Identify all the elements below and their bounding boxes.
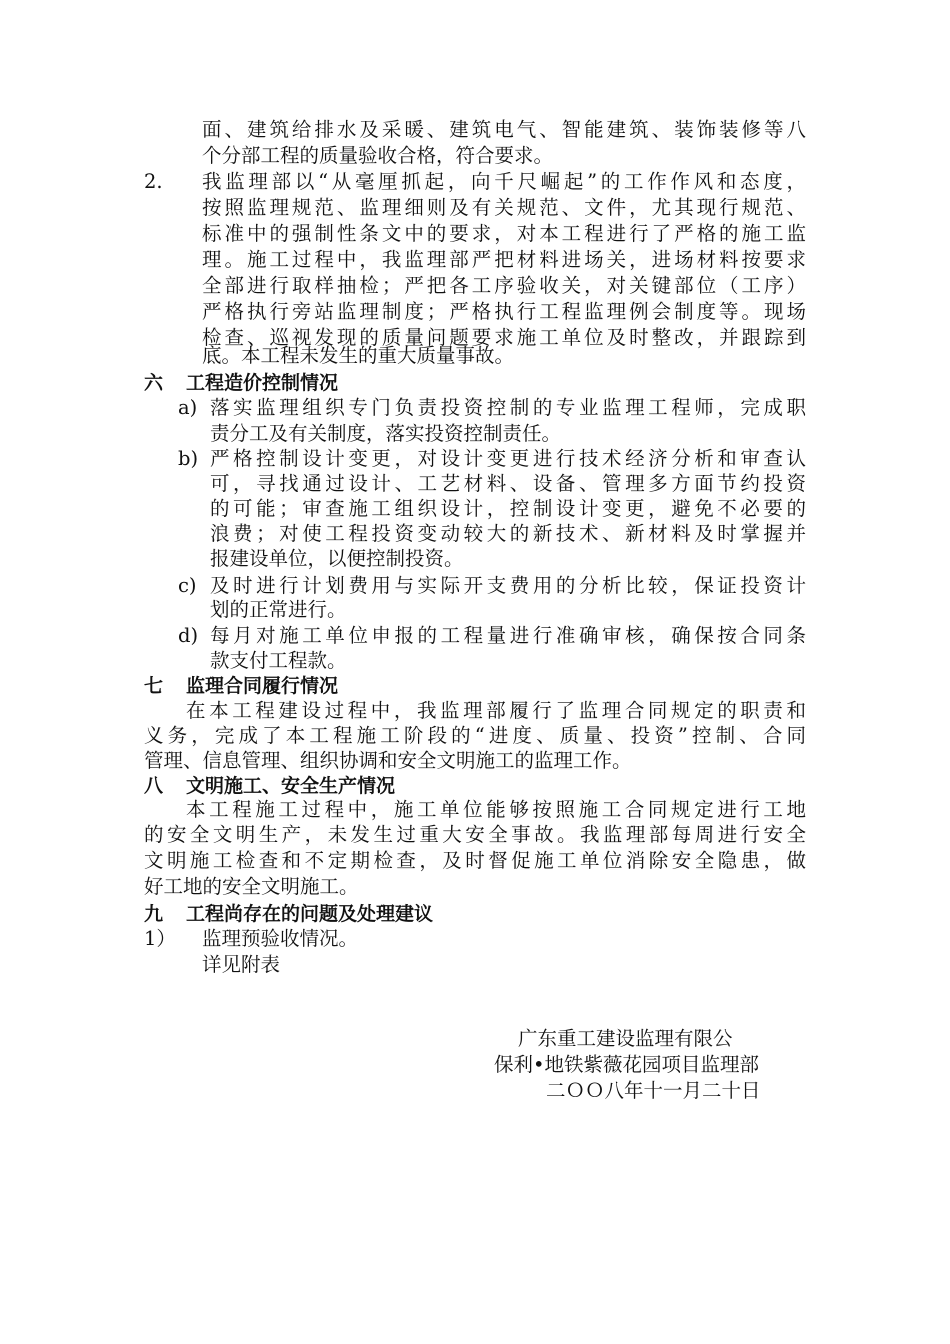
item2-line-8: 底。本工程未发生的重大质量事故。	[202, 344, 515, 367]
section8-line-4: 好工地的安全文明施工。	[144, 875, 359, 898]
section6-item-b-line-3: 的可能；审查施工组织设计，控制设计变更，避免不必要的	[210, 497, 806, 520]
item2-line-2: 按照监理规范、监理细则及有关规范、文件，尤其现行规范、	[202, 196, 806, 219]
section6-item-c-marker: c)	[178, 574, 197, 597]
section7-title: 监理合同履行情况	[186, 675, 339, 697]
section7-line-2: 义务，完成了本工程施工阶段的“进度、质量、投资”控制、合同	[144, 724, 806, 747]
section8-number: 八	[144, 775, 164, 797]
section6-item-b-line-4: 浪费；对使工程投资变动较大的新技术、新材料及时掌握并	[210, 522, 806, 545]
section6-item-c-line-1: 及时进行计划费用与实际开支费用的分析比较，保证投资计	[210, 574, 806, 597]
item2-number: 2.	[144, 170, 163, 193]
section9-item-1-marker: 1）	[144, 927, 176, 950]
item2-line-5: 全部进行取样抽检；严把各工序验收关，对关键部位（工序）	[202, 274, 806, 297]
section6-item-d-marker: d)	[178, 624, 199, 647]
section6-item-b-line-2: 可，寻找通过设计、工艺材料、设备、管理多方面节约投资	[210, 472, 806, 495]
section7-heading	[144, 673, 338, 699]
section6-item-a-line-1: 落实监理组织专门负责投资控制的专业监理工程师，完成职	[210, 396, 806, 419]
item2-line-3: 标准中的强制性条文中的要求，对本工程进行了严格的施工监	[202, 222, 806, 245]
section6-heading	[144, 370, 338, 396]
section9-number: 九	[144, 903, 164, 925]
section6-item-b-marker: b)	[178, 447, 199, 470]
section7-line-3: 管理、信息管理、组织协调和安全文明施工的监理工作。	[144, 749, 632, 772]
section6-item-d-line-1: 每月对施工单位申报的工程量进行准确审核，确保按合同条	[210, 624, 806, 647]
section6-title: 工程造价控制情况	[186, 372, 339, 394]
section6-item-a-line-2: 责分工及有关制度，落实投资控制责任。	[210, 422, 562, 445]
section8-line-1: 本工程施工过程中，施工单位能够按照施工合同规定进行工地	[186, 798, 806, 821]
signature-company: 广东重工建设监理有限公	[518, 1027, 733, 1050]
section6-item-d-line-2: 款支付工程款。	[210, 649, 347, 672]
signature-department: 保利•地铁紫薇花园项目监理部	[494, 1053, 760, 1076]
item1-line-1: 面、建筑给排水及采暖、建筑电气、智能建筑、装饰装修等八	[202, 118, 806, 141]
section6-number: 六	[144, 372, 164, 394]
section8-line-3: 文明施工检查和不定期检查，及时督促施工单位消除安全隐患，做	[144, 849, 806, 872]
item2-line-6: 严格执行旁站监理制度；严格执行工程监理例会制度等。现场	[202, 300, 806, 323]
signature-date: 二ＯＯ八年十一月二十日	[546, 1079, 761, 1102]
item1-line-2: 个分部工程的质量验收合格，符合要求。	[202, 144, 554, 167]
section8-title: 文明施工、安全生产情况	[186, 775, 396, 797]
section9-item-1-line-2: 详见附表	[202, 953, 281, 976]
section9-item-1-line-1: 监理预验收情况。	[202, 927, 359, 950]
section6-item-c-line-2: 划的正常进行。	[210, 598, 347, 621]
section9-title: 工程尚存在的问题及处理建议	[186, 903, 434, 925]
section6-item-a-marker: a)	[178, 396, 198, 419]
item2-line-4: 理。施工过程中，我监理部严把材料进场关，进场材料按要求	[202, 248, 806, 271]
section7-number: 七	[144, 675, 164, 697]
section7-line-1: 在本工程建设过程中，我监理部履行了监理合同规定的职责和	[186, 699, 806, 722]
item2-line-1: 我监理部以“从毫厘抓起，向千尺崛起”的工作作风和态度，	[202, 170, 806, 193]
section8-line-2: 的安全文明生产，未发生过重大安全事故。我监理部每周进行安全	[144, 823, 806, 846]
section8-heading	[144, 773, 395, 799]
section6-item-b-line-1: 严格控制设计变更，对设计变更进行技术经济分析和审查认	[210, 447, 806, 470]
item2-line-7: 检查、巡视发现的质量问题要求施工单位及时整改，并跟踪到	[202, 326, 806, 349]
section9-heading	[144, 901, 433, 927]
section6-item-b-line-5: 报建设单位，以便控制投资。	[210, 547, 464, 570]
